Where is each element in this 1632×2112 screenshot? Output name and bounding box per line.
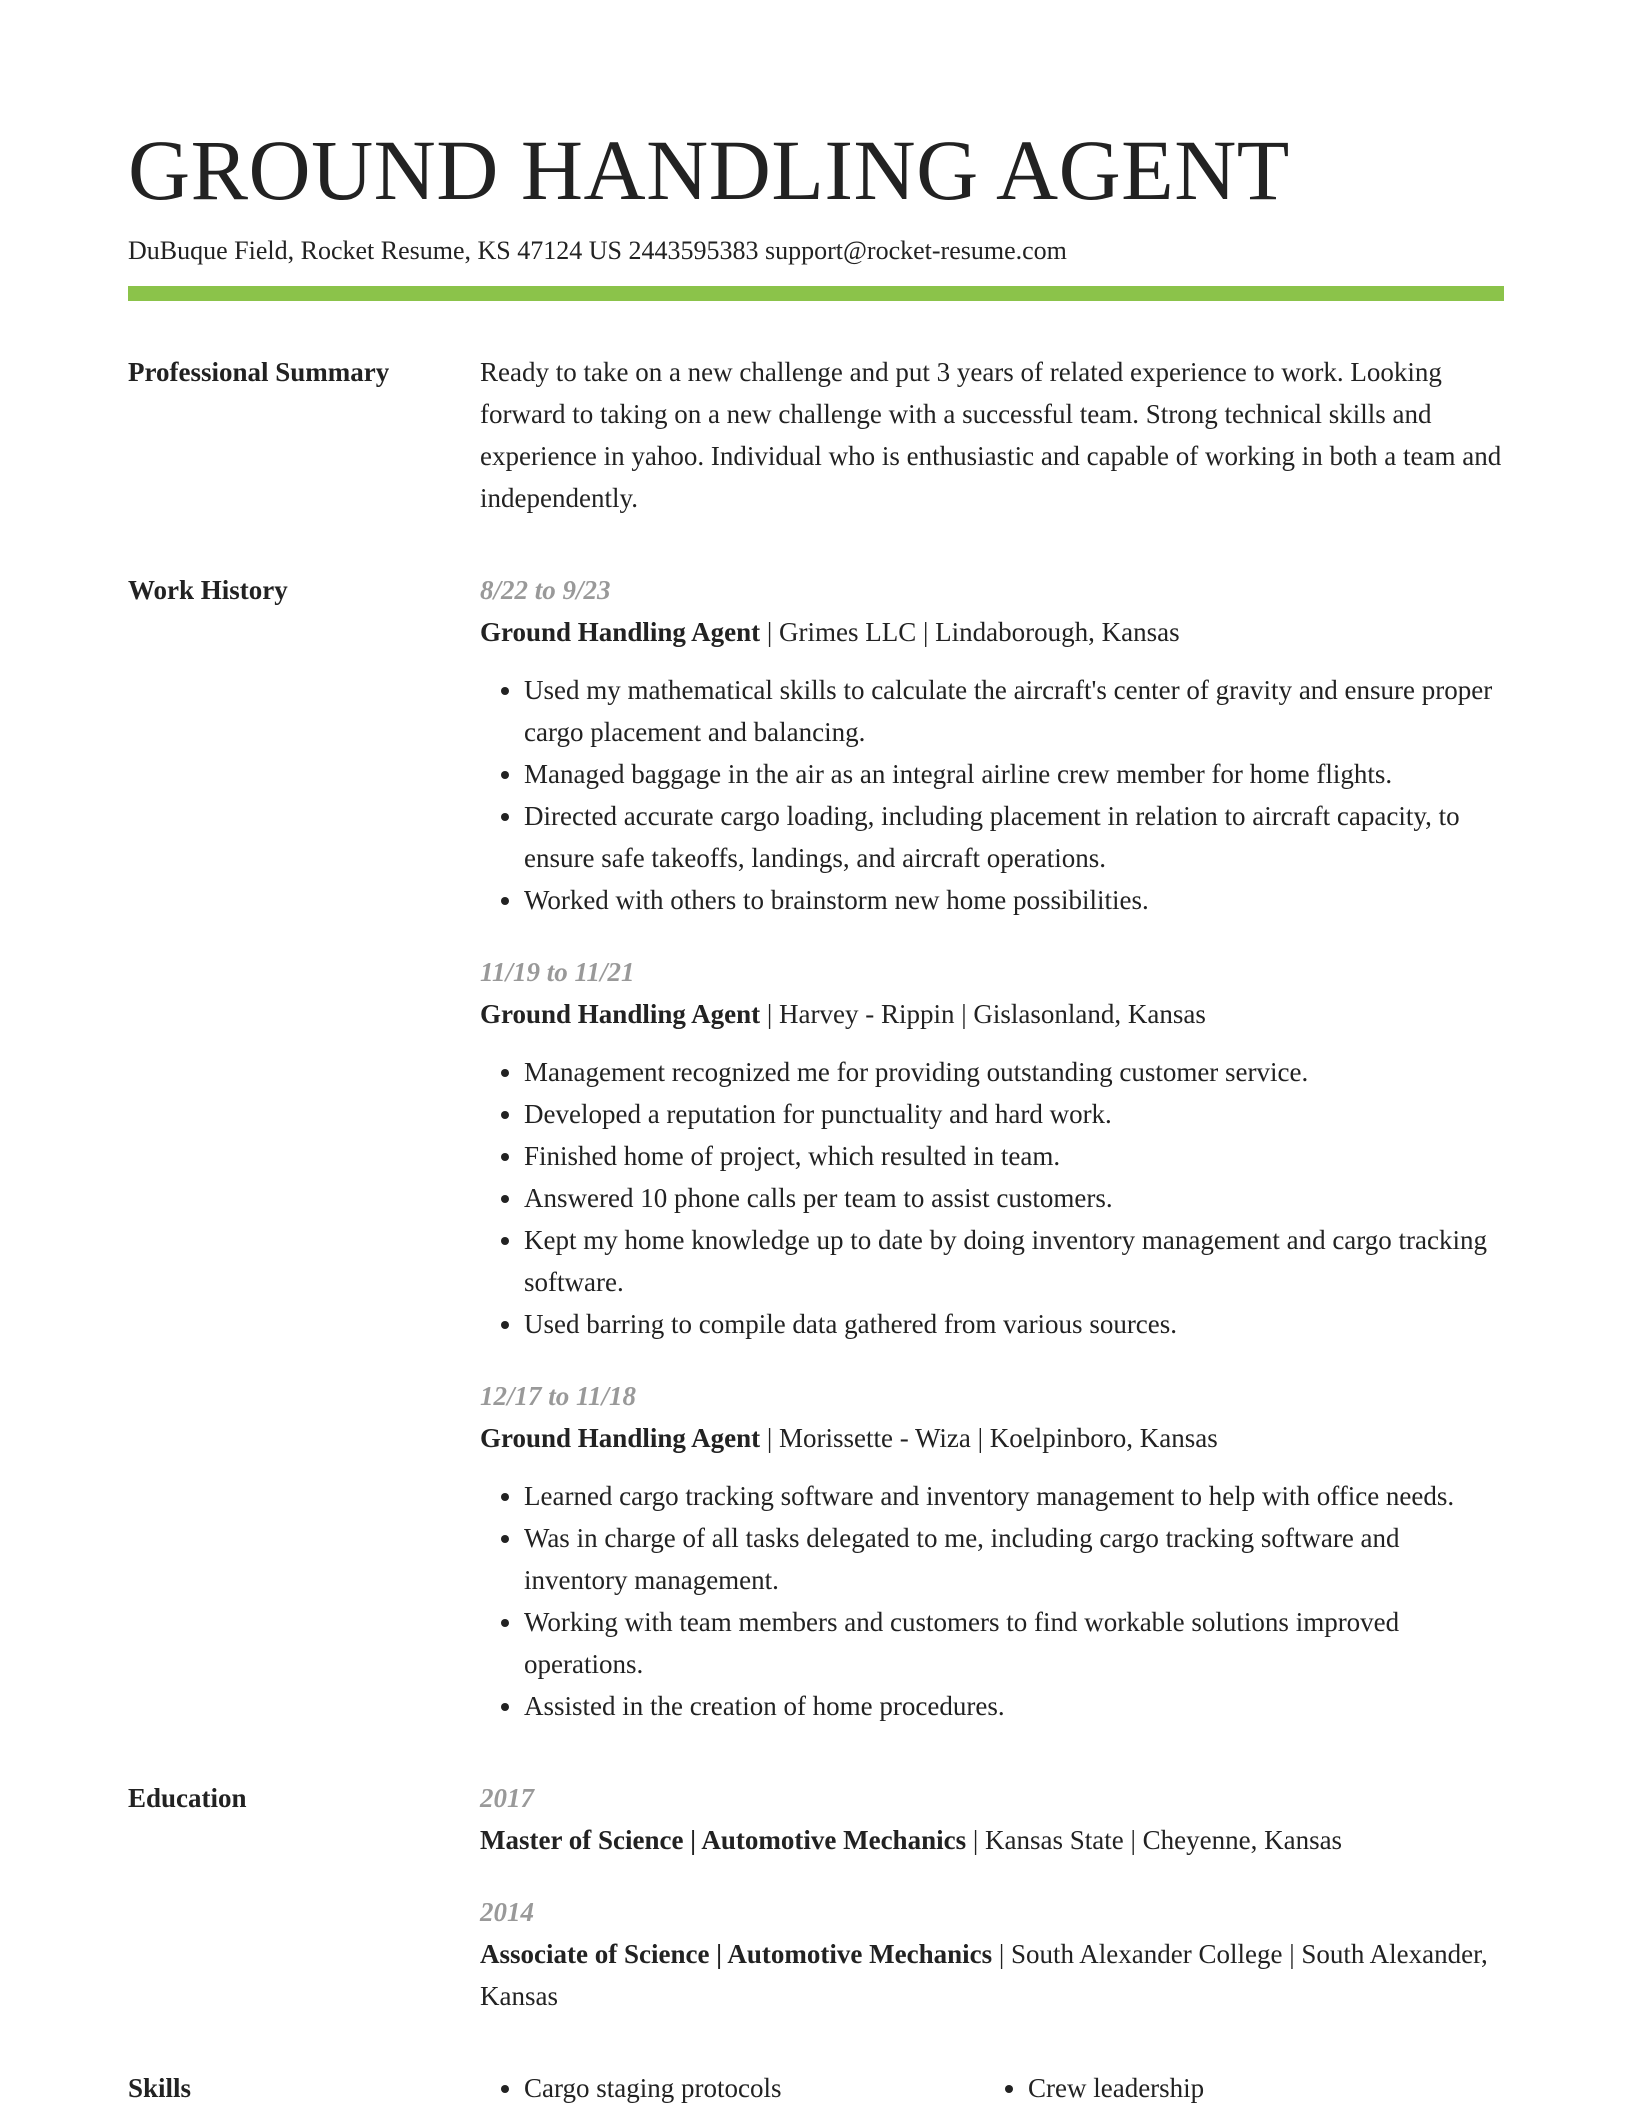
candidate-name: GROUND HANDLING AGENT bbox=[128, 122, 1290, 218]
job-entry bbox=[480, 951, 1504, 1345]
job-title: Ground Handling Agent bbox=[480, 1423, 761, 1453]
skill-item: • Crew leadership bbox=[1028, 2067, 1488, 2109]
summary-text: Ready to take on a new challenge and put 3 years of related experience to work. Looking forward to taking on a new challenge with a successful team. Strong technical skills and experience in yahoo. Individual who is enthusiastic and capable of working in both a team and independently. bbox=[480, 357, 1502, 513]
skills-grid bbox=[480, 2067, 1504, 2109]
education-section bbox=[128, 1777, 1504, 2017]
job-bullet: • Was in charge of all tasks delegated to me, including cargo tracking software and inventory management. bbox=[524, 1517, 1504, 1601]
skills-section bbox=[128, 2067, 1504, 2109]
job-entry bbox=[480, 1375, 1504, 1727]
job-bullet: • Learned cargo tracking software and inventory management to help with office needs. bbox=[524, 1475, 1504, 1517]
work-history-section bbox=[128, 569, 1504, 1727]
education-body bbox=[480, 1777, 1504, 2017]
job-bullet: • Managed baggage in the air as an integral airline crew member for home flights. bbox=[524, 753, 1504, 795]
job-bullet: • Kept my home knowledge up to date by doing inventory management and cargo tracking software. bbox=[524, 1219, 1504, 1303]
header-divider bbox=[128, 286, 1504, 301]
job-entry bbox=[480, 569, 1504, 921]
resume-page bbox=[128, 120, 1504, 2109]
job-title: Ground Handling Agent bbox=[480, 617, 761, 647]
education-entry bbox=[480, 1891, 1504, 2017]
job-title: Ground Handling Agent bbox=[480, 999, 761, 1029]
job-bullet: • Assisted in the creation of home procedures. bbox=[524, 1685, 1504, 1727]
job-bullet: • Developed a reputation for punctuality and hard work. bbox=[524, 1093, 1504, 1135]
education-details: | Kansas State | Cheyenne, Kansas bbox=[966, 1825, 1343, 1855]
summary-section bbox=[128, 351, 1504, 519]
job-date: 11/19 to 11/21 bbox=[480, 957, 635, 987]
job-bullets bbox=[480, 1475, 1504, 1727]
education-details: | South Alexander College | South Alexander, Kansas bbox=[480, 1939, 1488, 2011]
skills-column-right bbox=[984, 2067, 1488, 2109]
job-bullet: • Management recognized me for providing outstanding customer service. bbox=[524, 1051, 1504, 1093]
skills-label: Skills bbox=[128, 2073, 192, 2103]
education-degree: Master of Science | Automotive Mechanics bbox=[480, 1825, 967, 1855]
skills-column-left bbox=[480, 2067, 984, 2109]
job-bullet: • Answered 10 phone calls per team to assist customers. bbox=[524, 1177, 1504, 1219]
work-history-label: Work History bbox=[128, 575, 288, 605]
education-entry bbox=[480, 1777, 1504, 1861]
job-date: 8/22 to 9/23 bbox=[480, 575, 611, 605]
job-role-line bbox=[480, 611, 1504, 653]
skill-item: • Cargo staging protocols bbox=[524, 2067, 984, 2109]
job-date: 12/17 to 11/18 bbox=[480, 1381, 637, 1411]
education-degree: Associate of Science | Automotive Mechanics bbox=[480, 1939, 993, 1969]
education-year: 2017 bbox=[480, 1783, 534, 1813]
skills-list bbox=[480, 2067, 984, 2109]
job-bullet: • Worked with others to brainstorm new home possibilities. bbox=[524, 879, 1504, 921]
job-bullets bbox=[480, 669, 1504, 921]
job-bullet: • Used barring to compile data gathered from various sources. bbox=[524, 1303, 1504, 1345]
job-bullet: • Used my mathematical skills to calculate the aircraft's center of gravity and ensure proper cargo placement and balancing. bbox=[524, 669, 1504, 753]
work-history-body bbox=[480, 569, 1504, 1727]
job-details: | Morissette - Wiza | Koelpinboro, Kansas bbox=[760, 1423, 1218, 1453]
education-line bbox=[480, 1819, 1504, 1861]
job-role-line bbox=[480, 1417, 1504, 1459]
job-role-line bbox=[480, 993, 1504, 1035]
job-bullet: • Working with team members and customers to find workable solutions improved operations. bbox=[524, 1601, 1504, 1685]
education-line bbox=[480, 1933, 1504, 2017]
job-bullet: • Directed accurate cargo loading, including placement in relation to aircraft capacity, to ensure safe takeoffs, landings, and aircraft operations. bbox=[524, 795, 1504, 879]
education-label: Education bbox=[128, 1783, 247, 1813]
summary-label: Professional Summary bbox=[128, 357, 390, 387]
job-details: | Harvey - Rippin | Gislasonland, Kansas bbox=[760, 999, 1206, 1029]
job-bullets bbox=[480, 1051, 1504, 1345]
contact-line: DuBuque Field, Rocket Resume, KS 47124 US 2443595383 support@rocket-resume.com bbox=[128, 236, 1067, 265]
skills-list bbox=[984, 2067, 1488, 2109]
summary-body bbox=[480, 351, 1504, 519]
education-year: 2014 bbox=[480, 1897, 534, 1927]
job-details: | Grimes LLC | Lindaborough, Kansas bbox=[760, 617, 1180, 647]
skills-body bbox=[480, 2067, 1504, 2109]
job-bullet: • Finished home of project, which resulted in team. bbox=[524, 1135, 1504, 1177]
